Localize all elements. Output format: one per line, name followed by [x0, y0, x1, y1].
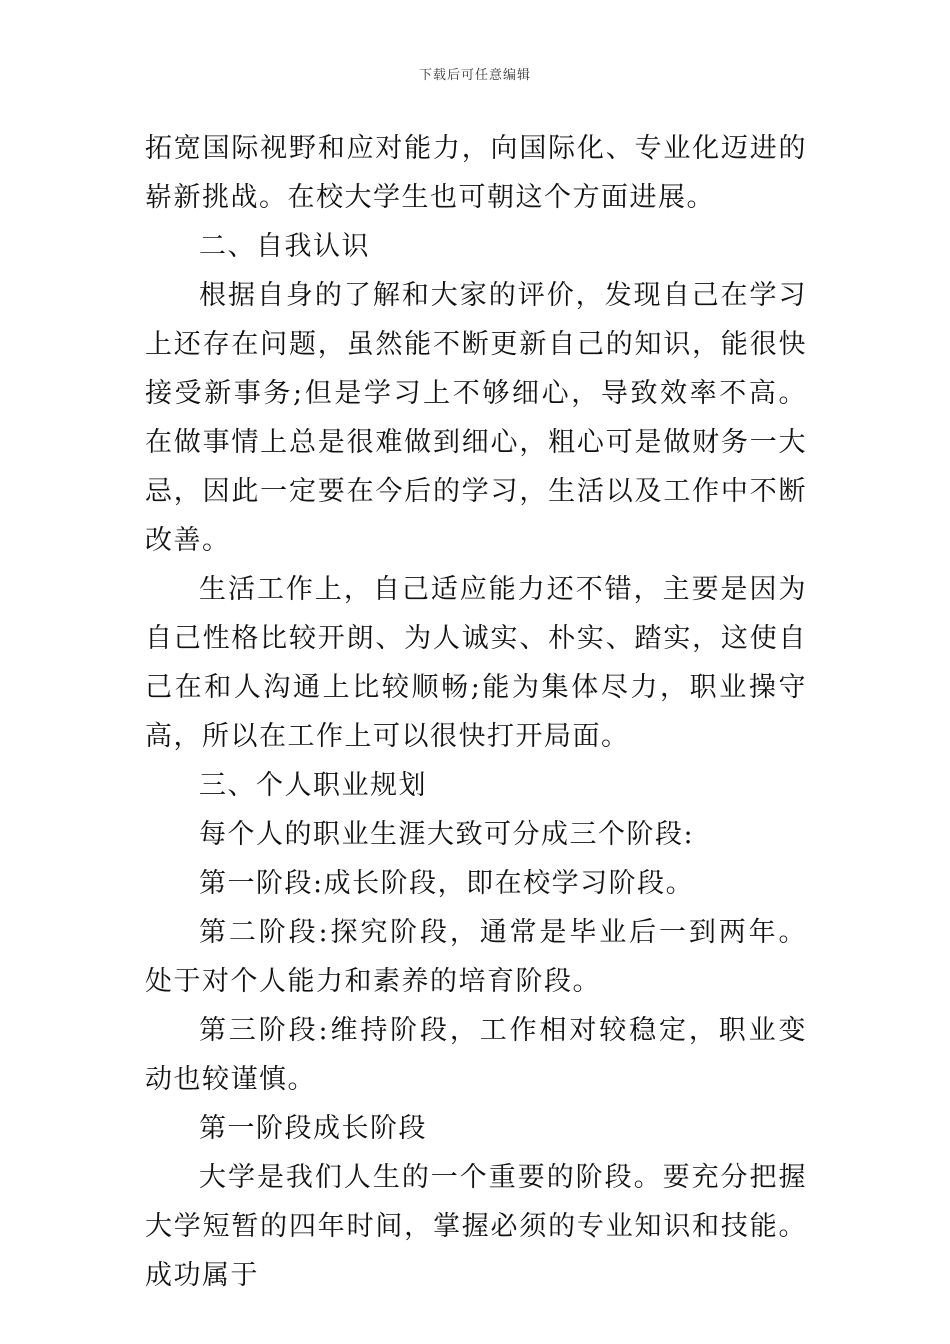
subheading-stage-one-growth: 第一阶段成长阶段 [199, 1113, 427, 1144]
paragraph-stage-one: 第一阶段:成长阶段，即在校学习阶段。 [199, 868, 695, 899]
paragraph-stage-three: 第三阶段:维持阶段，工作相对较稳定，职业变动也较谨慎。 [145, 1015, 807, 1095]
page-header: 下载后可任意编辑 [418, 68, 531, 83]
paragraph-career-stages-intro: 每个人的职业生涯大致可分成三个阶段: [199, 819, 695, 850]
section-heading-self-awareness: 二、自我认识 [199, 231, 370, 262]
paragraph-self-assessment-life: 生活工作上，自己适应能力还不错，主要是因为自己性格比较开朗、为人诚实、朴实、踏实，这使自己在和人沟通上比较顺畅;能为集体尽力，职业操守高，所以在工作上可以很快打开局面。 [145, 574, 807, 752]
paragraph-continuation: 拓宽国际视野和应对能力，向国际化、专业化迈进的崭新挑战。在校大学生也可朝这个方面进展。 [145, 133, 807, 213]
section-heading-career-plan: 三、个人职业规划 [199, 770, 427, 801]
paragraph-stage-two: 第二阶段:探究阶段，通常是毕业后一到两年。处于对个人能力和素养的培育阶段。 [145, 917, 807, 997]
paragraph-university-stage: 大学是我们人生的一个重要的阶段。要充分把握大学短暂的四年时间，掌握必须的专业知识和技能。成功属于 [145, 1162, 807, 1291]
paragraph-self-assessment-study: 根据自身的了解和大家的评价，发现自己在学习上还存在问题，虽然能不断更新自己的知识，能很快接受新事务;但是学习上不够细心，导致效率不高。在做事情上总是很难做到细心，粗心可是做财务一大忌，因此一定要在今后的学习，生活以及工作中不断改善。 [145, 280, 807, 556]
document-body [145, 124, 807, 1300]
